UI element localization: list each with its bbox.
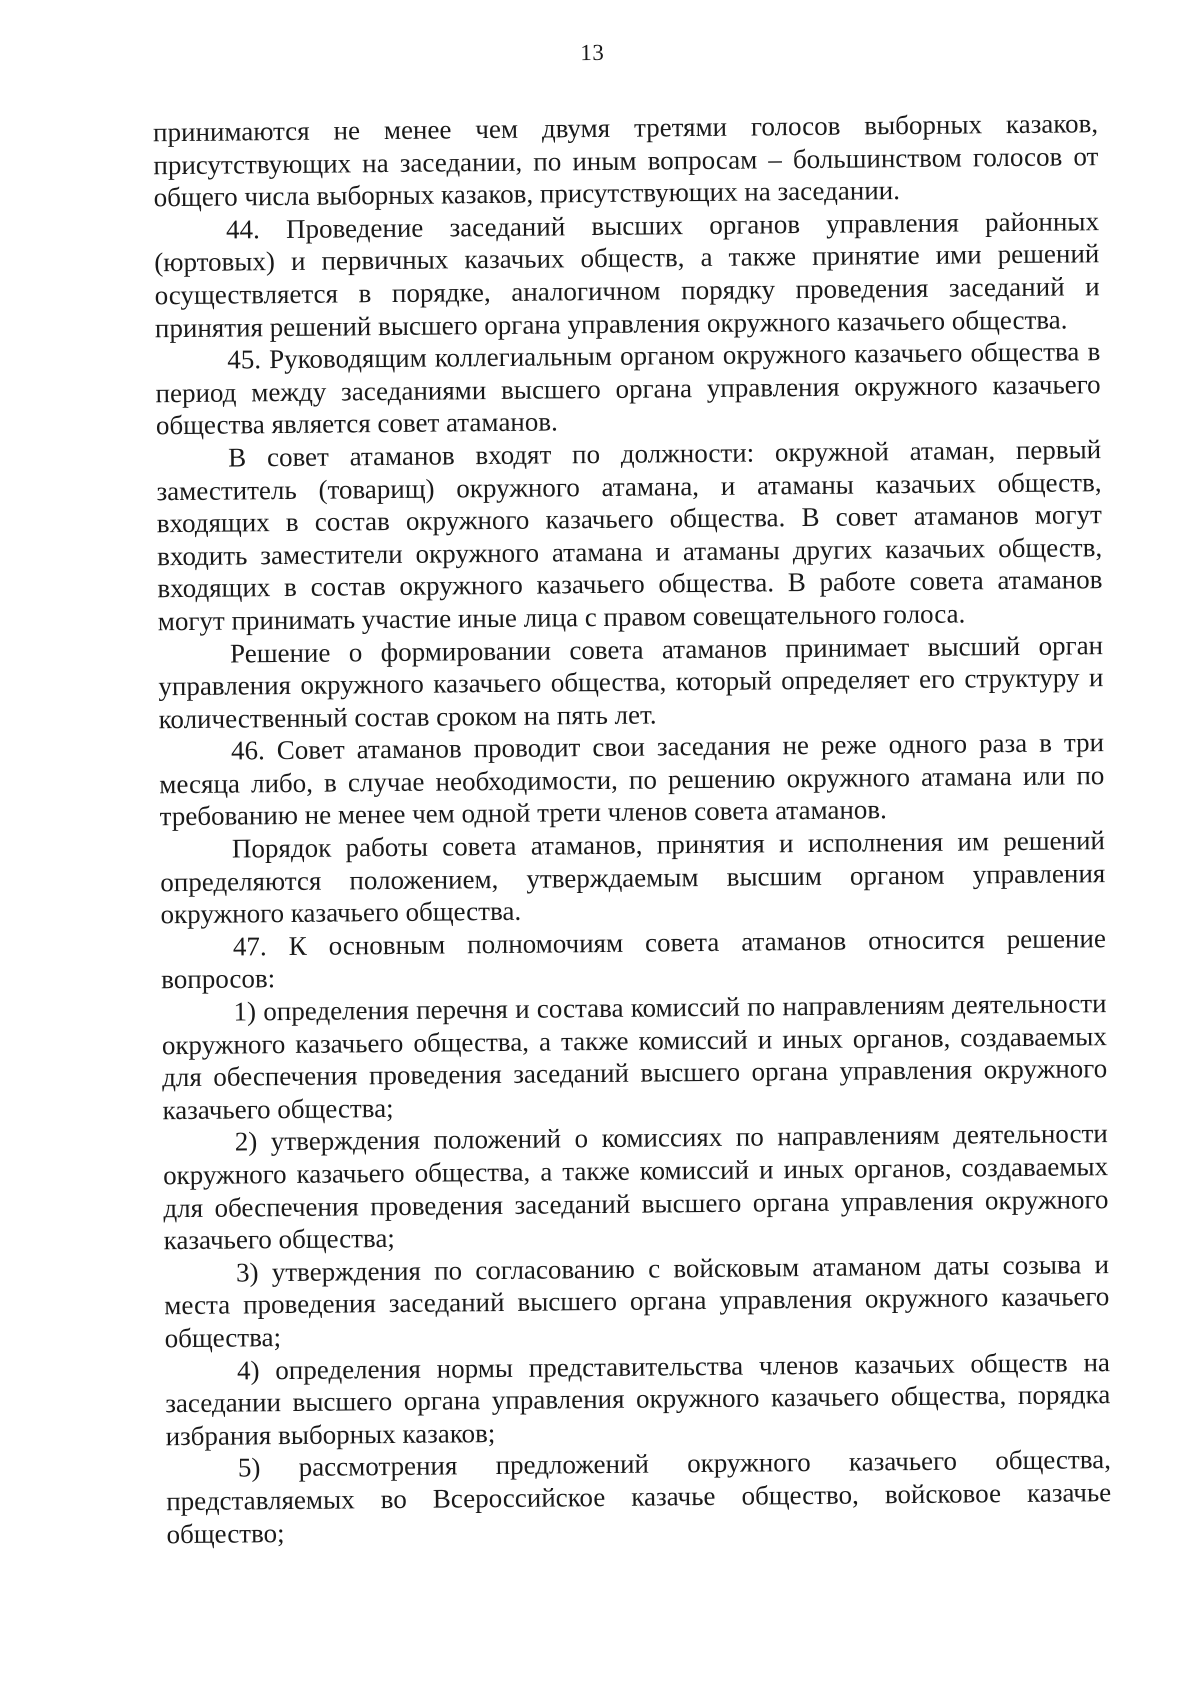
list-item-2: 2) утверждения положений о комиссиях по направлениям деятельности окружного казачьего общества, а также комиссий и иных органов, создаваемых для обеспечения проведения заседаний высшего органа управления окружного казачьего общества; bbox=[162, 1118, 1109, 1256]
list-item-5: 5) рассмотрения предложений окружного казачьего общества, представляемых во Всероссийское казачье общество, войсковое казачье общество; bbox=[166, 1444, 1112, 1549]
document-body bbox=[153, 107, 1112, 1550]
paragraph-item-46: 46. Совет атаманов проводит свои заседания не реже одного раза в три месяца либо, в случае необходимости, по решению окружного атамана или по требованию не менее чем одной трети членов совета атаманов. bbox=[159, 727, 1105, 832]
paragraph-item-45: 45. Руководящим коллегиальным органом окружного казачьего общества в период между заседаниями высшего органа управления окружного казачьего общества является совет атаманов. bbox=[155, 336, 1101, 441]
paragraph-council-formation: Решение о формировании совета атаманов принимает высший орган управления окружного казачьего общества, который определяет его структуру и количественный состав сроком на пять лет. bbox=[158, 629, 1104, 734]
list-item-3: 3) утверждения по согласованию с войсковым атаманом даты созыва и места проведения заседаний высшего органа управления окружного казачьего общества; bbox=[164, 1248, 1110, 1354]
list-item-1: 1) определения перечня и состава комиссий по направлениям деятельности окружного казачьего общества, а также комиссий и иных органов, создаваемых для обеспечения проведения заседаний высшего органа управления окружного казачьего общества; bbox=[161, 988, 1108, 1126]
paragraph-item-44: 44. Проведение заседаний высших органов управления районных (юртовых) и первичных казачьих обществ, а также принятие ими решений осуществляется в порядке, аналогичном порядку проведения заседаний и принятия решений высшего органа управления окружного казачьего общества. bbox=[154, 205, 1100, 343]
paragraph-council-procedure: Порядок работы совета атаманов, принятия и исполнения им решений определяются положением, утверждаемым высшим органом управления окружного казачьего общества. bbox=[160, 825, 1106, 930]
paragraph-continuation: принимаются не менее чем двумя третями голосов выборных казаков, присутствующих на заседании, по иным вопросам – большинством голосов от общего числа выборных казаков, присутствующих на заседании. bbox=[152, 108, 1099, 213]
paragraph-item-47: 47. К основным полномочиям совета атаманов относится решение вопросов: bbox=[161, 922, 1107, 995]
paragraph-council-membership: В совет атаманов входят по должности: окружной атаман, первый заместитель (товарищ) окружного атамана, и атаманы казачьих обществ, входящих в состав окружного казачьего общества. В совет атаманов могут входить заместители окружного атамана и атаманы других казачьих обществ, входящих в состав окружного казачьего общества. В работе совета атаманов могут принимать участие иные лица с правом совещательного голоса. bbox=[156, 434, 1103, 637]
page-number: 13 bbox=[580, 39, 605, 66]
list-item-4: 4) определения нормы представительства членов казачьих обществ на заседании высшего органа управления окружного казачьего общества, порядка избрания выборных казаков; bbox=[165, 1346, 1111, 1451]
